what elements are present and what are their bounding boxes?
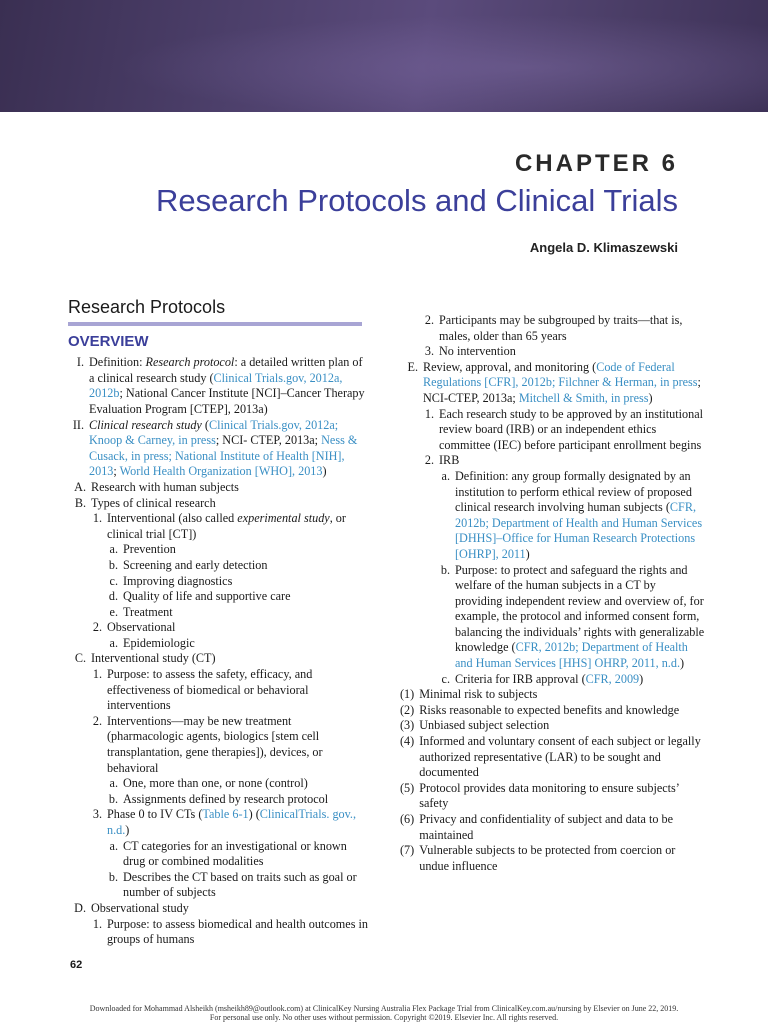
text-run: ) <box>639 671 644 686</box>
section-rule <box>68 322 362 326</box>
outline-marker: e. <box>109 604 118 619</box>
text-run: Privacy and confidentiality of subject and data to be maintained <box>419 812 674 842</box>
text-run: Types of clinical research <box>91 495 216 510</box>
left-column <box>68 297 368 948</box>
outline-marker: 1. <box>92 667 102 682</box>
outline-item <box>400 453 705 469</box>
outline-text <box>123 589 368 605</box>
text-run: ; NCI-CTEP, 2013a; <box>423 375 701 405</box>
text-run: Participants may be subgrouped by traits—that is, males, older than 65 years <box>439 313 683 343</box>
text-run: ) <box>680 656 685 671</box>
text-run: No intervention <box>439 344 516 359</box>
outline-item <box>400 407 705 454</box>
text-run: ; <box>113 464 120 479</box>
italic-term: Research protocol <box>145 355 235 370</box>
outline-marker: 3. <box>424 344 434 359</box>
chapter-title: Research Protocols and Clinical Trials <box>155 183 678 218</box>
outline-text <box>91 496 368 512</box>
outline-text <box>91 651 368 667</box>
outline-item <box>68 605 368 621</box>
outline-item <box>400 313 705 344</box>
outline-item <box>68 496 368 512</box>
text-run: Unbiased subject selection <box>419 718 550 733</box>
outline-marker: (6) <box>400 812 415 826</box>
citation-link[interactable]: ClinicalTrials. gov., n.d. <box>107 807 357 837</box>
outline-text <box>419 781 705 812</box>
citation-link[interactable]: Ness & Cusack, in press; National Institute of Health [NIH], 2013 <box>89 433 358 479</box>
text-run: IRB <box>439 453 460 468</box>
text-run: Assignments defined by research protocol <box>123 791 329 806</box>
outline-item <box>68 574 368 590</box>
outline-item <box>68 480 368 496</box>
outline-marker: 2. <box>92 620 102 635</box>
outline-text <box>123 870 368 901</box>
citation-link[interactable]: World Health Organization [WHO], 2013 <box>119 464 323 479</box>
outline-item <box>68 807 368 838</box>
outline-marker: d. <box>108 589 118 604</box>
outline-marker: (5) <box>400 780 415 795</box>
outline-text <box>89 355 368 417</box>
chapter-label: CHAPTER 6 <box>514 150 678 177</box>
outline-text <box>123 792 368 808</box>
text-run: One, more than one, or none (control) <box>123 776 308 791</box>
outline-text <box>107 807 368 838</box>
text-run: Purpose: to protect and safeguard the rights and welfare of the human subjects in a CT by providing independent review and overview of, for example, the protocol and informed consent form, balancing the individuals’ rights with generalizable knowledge ( <box>455 562 705 655</box>
outline-item <box>400 703 705 719</box>
outline-text <box>91 901 368 917</box>
outline-marker: (3) <box>400 718 415 733</box>
outline-item <box>68 792 368 808</box>
outline-marker: B. <box>74 495 86 510</box>
overview-heading: OVERVIEW <box>68 332 149 350</box>
outline-marker: (2) <box>400 702 415 717</box>
outline-text <box>439 313 705 344</box>
text-run: Prevention <box>123 542 176 557</box>
outline-text <box>419 703 705 719</box>
outline-marker: (7) <box>400 843 415 858</box>
outline-text <box>107 667 368 714</box>
outline-marker: a. <box>109 838 118 853</box>
outline-item <box>400 360 705 407</box>
outline-marker: D. <box>74 900 86 915</box>
footer-line-1: Downloaded for Mohammad Alsheikh (msheikh89@outlook.com) at ClinicalKey Nursing Australia Flex Package Trial from ClinicalKey.com.au/nursing by Elsevier on June 22, 2019. <box>89 1004 679 1013</box>
text-run: Purpose: to assess biomedical and health outcomes in groups of humans <box>107 916 368 947</box>
author-name: Angela D. Klimaszewski <box>529 240 678 255</box>
text-run: Research with human subjects <box>91 479 239 494</box>
outline-text <box>439 453 705 469</box>
outline-marker: c. <box>441 671 450 686</box>
outline-item <box>68 917 368 948</box>
outline-text <box>455 469 705 563</box>
citation-link[interactable]: CFR, 2009 <box>585 671 640 686</box>
italic-term: Clinical research study <box>89 417 202 432</box>
text-run: Criteria for IRB approval ( <box>455 671 586 686</box>
text-run: Observational study <box>91 900 189 915</box>
text-run: : a detailed written plan of a clinical research study ( <box>89 355 363 385</box>
outline-marker: 2. <box>424 313 434 327</box>
outline-text <box>419 718 705 734</box>
outline-marker: c. <box>109 573 118 588</box>
outline-item <box>400 344 705 360</box>
outline-marker: 2. <box>424 453 434 468</box>
outline-marker: b. <box>440 562 450 577</box>
text-run: ) <box>125 823 130 837</box>
outline-item <box>68 651 368 667</box>
outline-marker: E. <box>407 359 418 374</box>
outline-marker: (4) <box>400 734 415 749</box>
footer-line-2: For personal use only. No other uses without permission. Copyright ©2019. Elsevier Inc. All rights reserved. <box>209 1013 559 1022</box>
outline-item <box>68 511 368 542</box>
outline-list-left <box>68 355 368 948</box>
outline-marker: b. <box>108 869 118 884</box>
outline-text <box>107 714 368 776</box>
outline-item <box>68 418 368 480</box>
outline-item <box>400 781 705 812</box>
text-run: Each research study to be approved by an institutional review board (IRB) or an independent ethics committee (IEC) before participant enrollment begins <box>439 406 703 452</box>
outline-marker: b. <box>108 791 118 806</box>
text-run: ) ( <box>248 807 260 822</box>
text-run: ) <box>322 464 327 479</box>
outline-text <box>423 360 705 407</box>
text-run: Quality of life and supportive care <box>123 589 291 604</box>
outline-item <box>68 714 368 776</box>
outline-marker: 1. <box>92 511 102 526</box>
citation-link[interactable]: Code of Federal Regulations [CFR], 2012b; Filchner & Herman, in press <box>423 359 698 390</box>
download-footer <box>0 1004 768 1022</box>
outline-marker: 1. <box>92 916 102 931</box>
outline-item <box>400 734 705 781</box>
text-run: Screening and early detection <box>123 557 268 572</box>
outline-text <box>123 558 368 574</box>
outline-marker: a. <box>109 542 118 557</box>
text-run: ; NCI- CTEP, 2013a; <box>215 433 322 448</box>
outline-item <box>68 839 368 870</box>
outline-list-right <box>400 313 705 874</box>
section-heading: Research Protocols <box>68 297 226 317</box>
text-run: ) <box>525 546 530 561</box>
outline-marker: a. <box>109 635 118 650</box>
text-run: ) <box>648 390 653 405</box>
outline-marker: A. <box>74 479 86 494</box>
outline-item <box>68 558 368 574</box>
outline-text <box>89 418 368 480</box>
outline-text <box>419 687 705 703</box>
outline-text <box>439 407 705 454</box>
text-run: Risks reasonable to expected benefits and knowledge <box>419 702 680 717</box>
text-run: Interventional study (CT) <box>91 651 216 666</box>
text-run: Definition: any group formally designated by an institution to perform ethical review of proposed clinical research involving human subjects ( <box>455 468 692 515</box>
text-run: Phase 0 to IV CTs ( <box>107 807 203 822</box>
outline-item <box>400 469 705 563</box>
text-run: Purpose: to assess the safety, efficacy, and effectiveness of biomedical or behavioral interventions <box>107 667 313 713</box>
outline-marker: (1) <box>400 687 415 702</box>
outline-text <box>439 344 705 360</box>
text-run: Describes the CT based on traits such as goal or number of subjects <box>123 869 357 900</box>
chapter-banner <box>0 0 768 112</box>
outline-text <box>419 734 705 781</box>
outline-text <box>419 812 705 843</box>
outline-item <box>68 620 368 636</box>
citation-link[interactable]: CFR, 2012b; Department of Health and Human Services [HHS] OHRP, 2011, n.d. <box>455 640 688 671</box>
outline-text <box>107 620 368 636</box>
citation-link[interactable]: CFR, 2012b; Department of Health and Human Services [DHHS]–Office for Human Research Protections [OHRP], 2011 <box>455 500 703 561</box>
page-number: 62 <box>70 959 83 971</box>
outline-item <box>400 812 705 843</box>
outline-text <box>123 574 368 590</box>
outline-marker: C. <box>74 651 86 666</box>
text-run: CT categories for an investigational or known drug or combined modalities <box>123 838 347 869</box>
outline-item <box>68 667 368 714</box>
text-run: Interventional (also called <box>107 511 238 526</box>
outline-marker: 1. <box>424 406 434 421</box>
outline-text <box>419 843 705 874</box>
citation-link[interactable]: Clinical Trials.gov, 2012a; Knoop & Carney, in press <box>89 417 339 448</box>
outline-item <box>400 718 705 734</box>
outline-marker: II. <box>72 417 84 432</box>
text-run: Vulnerable subjects to be protected from coercion or undue influence <box>419 843 676 873</box>
text-run: Minimal risk to subjects <box>419 687 538 702</box>
outline-item <box>400 843 705 874</box>
outline-item <box>400 687 705 703</box>
text-run: ; National Cancer Institute [NCI]–Cancer Therapy Evaluation Program [CTEP], 2013a) <box>89 386 365 416</box>
outline-item <box>68 870 368 901</box>
outline-item <box>68 901 368 917</box>
text-run: Interventions—may be new treatment (pharmacologic agents, biologics [stem cell transplantation, gene therapies]), devices, or behavioral <box>107 713 323 775</box>
text-run: Improving diagnostics <box>123 573 233 588</box>
outline-item <box>68 355 368 417</box>
outline-text <box>123 542 368 558</box>
outline-text <box>455 563 705 672</box>
text-run: Observational <box>107 620 176 635</box>
outline-item <box>400 563 705 672</box>
text-run: Review, approval, and monitoring ( <box>423 359 597 374</box>
outline-text <box>123 839 368 870</box>
outline-item <box>68 776 368 792</box>
text-run: , or clinical trial [CT]) <box>107 511 346 541</box>
outline-text <box>123 605 368 621</box>
text-run: Definition: <box>89 355 146 370</box>
outline-item <box>400 672 705 688</box>
outline-text <box>107 917 368 948</box>
outline-item <box>68 636 368 652</box>
outline-marker: 2. <box>92 713 102 728</box>
outline-text <box>123 636 368 652</box>
text-run: ( <box>201 417 209 432</box>
outline-text <box>91 480 368 496</box>
citation-link[interactable]: Table 6-1 <box>202 807 249 822</box>
text-run: Protocol provides data monitoring to ensure subjects’ safety <box>419 780 679 811</box>
outline-text <box>455 672 705 688</box>
text-run: Informed and voluntary consent of each subject or legally authorized representative (LAR) to be sought and documented <box>419 734 701 780</box>
italic-term: experimental study <box>237 511 330 526</box>
outline-marker: a. <box>109 776 118 791</box>
outline-marker: b. <box>108 557 118 572</box>
text-run: Treatment <box>123 604 173 619</box>
outline-marker: 3. <box>92 807 102 822</box>
outline-marker: I. <box>76 355 84 370</box>
text-run: Epidemiologic <box>123 635 195 650</box>
right-column <box>400 313 705 874</box>
outline-text <box>123 776 368 792</box>
outline-item <box>68 589 368 605</box>
outline-item <box>68 542 368 558</box>
outline-marker: a. <box>441 468 450 483</box>
outline-text <box>107 511 368 542</box>
citation-link[interactable]: Mitchell & Smith, in press <box>518 390 649 405</box>
citation-link[interactable]: Clinical Trials.gov, 2012a, 2012b <box>89 370 343 401</box>
